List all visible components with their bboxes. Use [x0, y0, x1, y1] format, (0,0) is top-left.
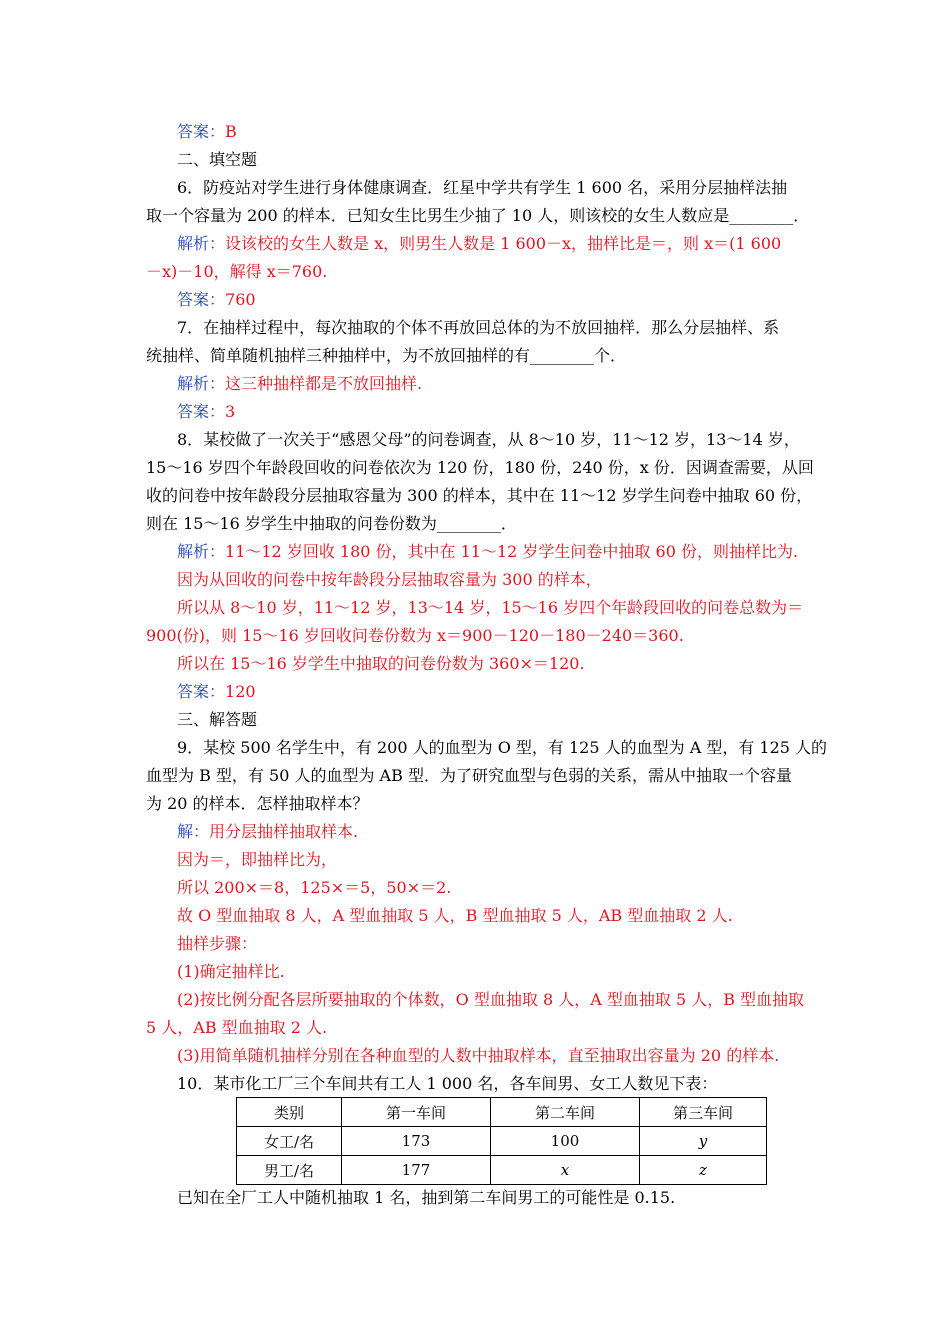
table-cell: 100 — [491, 1127, 640, 1156]
solution-9-line-7: (2)按比例分配各层所要抽取的个体数，O 型血抽取 8 人，A 型血抽取 5 人，B 型血抽取 — [177, 990, 805, 1009]
solution-9-line-3: 所以 200×＝8，125×＝5，50×＝2. — [177, 878, 452, 897]
question-7-line-1: 7．在抽样过程中，每次抽取的个体不再放回总体的为不放回抽样．那么分层抽样、系 — [177, 318, 780, 337]
question-10-line-1: 10．某市化工厂三个车间共有工人 1 000 名，各车间男、女工人数见下表： — [177, 1074, 718, 1093]
table-header-cell: 第二车间 — [491, 1098, 640, 1127]
question-8-line-1: 8．某校做了一次关于“感恩父母”的问卷调查，从 8～10 岁，11～12 岁，13～14 岁， — [177, 430, 800, 449]
solution-9-line-1: 解：用分层抽样抽取样本. — [177, 822, 359, 841]
table-row — [237, 1127, 767, 1156]
question-10-after-table: 已知在全厂工人中随机抽取 1 名，抽到第二车间男工的可能性是 0.15. — [177, 1188, 676, 1207]
table-cell: y — [640, 1127, 767, 1156]
table-cell: 男工/名 — [237, 1156, 342, 1185]
solution-8-line-5: 所以在 15～16 岁学生中抽取的问卷份数为 360×＝120. — [177, 654, 585, 673]
solution-8-line-1: 解析：11～12 岁回收 180 份，其中在 11～12 岁学生问卷中抽取 60 份，则抽样比为. — [177, 542, 799, 561]
table-cell: x — [491, 1156, 640, 1185]
table-cell: 女工/名 — [237, 1127, 342, 1156]
solution-6-line-1: 解析：设该校的女生人数是 x，则男生人数是 1 600－x，抽样比是＝，则 x＝(1 600 — [177, 234, 782, 253]
solution-6-line-2: －x)－10，解得 x＝760. — [146, 262, 328, 281]
table-header-cell: 第三车间 — [640, 1098, 767, 1127]
table-row — [237, 1156, 767, 1185]
question-8-line-2: 15～16 岁四个年龄段回收的问卷依次为 120 份，180 份，240 份，x 份．因调查需要，从回 — [146, 458, 814, 477]
solution-8-line-4: 900(份)，则 15～16 岁回收问卷份数为 x＝900－120－180－240＝360. — [146, 626, 684, 645]
solution-8-line-3: 所以从 8～10 岁，11～12 岁，13～14 岁，15～16 岁四个年龄段回收的问卷总数为＝ — [177, 598, 804, 617]
question-8-line-4: 则在 15～16 岁学生中抽取的问卷份数为________． — [146, 514, 517, 533]
answer-6: 答案：760 — [177, 290, 256, 309]
answer-5: 答案：B — [177, 122, 237, 141]
question-6-line-1: 6．防疫站对学生进行身体健康调查．红星中学共有学生 1 600 名，采用分层抽样法抽 — [177, 178, 788, 197]
solution-9-line-9: (3)用简单随机抽样分别在各种血型的人数中抽取样本，直至抽取出容量为 20 的样本. — [177, 1046, 780, 1065]
answer-8: 答案：120 — [177, 682, 256, 701]
question-8-line-3: 收的问卷中按年龄段分层抽取容量为 300 的样本，其中在 11～12 岁学生问卷中抽取 60 份， — [146, 486, 813, 505]
section-heading-solve: 三、解答题 — [177, 710, 258, 729]
table-header-cell: 第一车间 — [342, 1098, 491, 1127]
table-header-cell: 类别 — [237, 1098, 342, 1127]
table-cell: 177 — [342, 1156, 491, 1185]
question-6-line-2: 取一个容量为 200 的样本．已知女生比男生少抽了 10 人，则该校的女生人数应是________． — [146, 206, 810, 225]
question-7-line-2: 统抽样、简单随机抽样三种抽样中，为不放回抽样的有________个． — [146, 346, 627, 365]
solution-9-line-8: 5 人，AB 型血抽取 2 人. — [146, 1018, 328, 1037]
solution-9-line-4: 故 O 型血抽取 8 人，A 型血抽取 5 人，B 型血抽取 5 人，AB 型血抽取 2 人. — [177, 906, 733, 925]
solution-9-line-6: (1)确定抽样比. — [177, 962, 285, 981]
table-cell: 173 — [342, 1127, 491, 1156]
question-9-line-2: 血型为 B 型，有 50 人的血型为 AB 型．为了研究血型与色弱的关系，需从中抽取一个容量 — [146, 766, 792, 785]
section-heading-fill-in: 二、填空题 — [177, 150, 258, 169]
question-9-line-1: 9．某校 500 名学生中，有 200 人的血型为 O 型，有 125 人的血型为 A 型，有 125 人的 — [177, 738, 828, 757]
solution-7: 解析：这三种抽样都是不放回抽样. — [177, 374, 423, 393]
table-cell: z — [640, 1156, 767, 1185]
answer-7: 答案：3 — [177, 402, 236, 421]
table-header-row — [237, 1098, 767, 1127]
workshop-table — [236, 1097, 767, 1185]
solution-9-line-2: 因为＝，即抽样比为， — [177, 850, 338, 869]
solution-9-line-5: 抽样步骤： — [177, 934, 258, 953]
solution-8-line-2: 因为从回收的问卷中按年龄段分层抽取容量为 300 的样本， — [177, 570, 602, 589]
question-9-line-3: 为 20 的样本．怎样抽取样本？ — [146, 794, 369, 813]
